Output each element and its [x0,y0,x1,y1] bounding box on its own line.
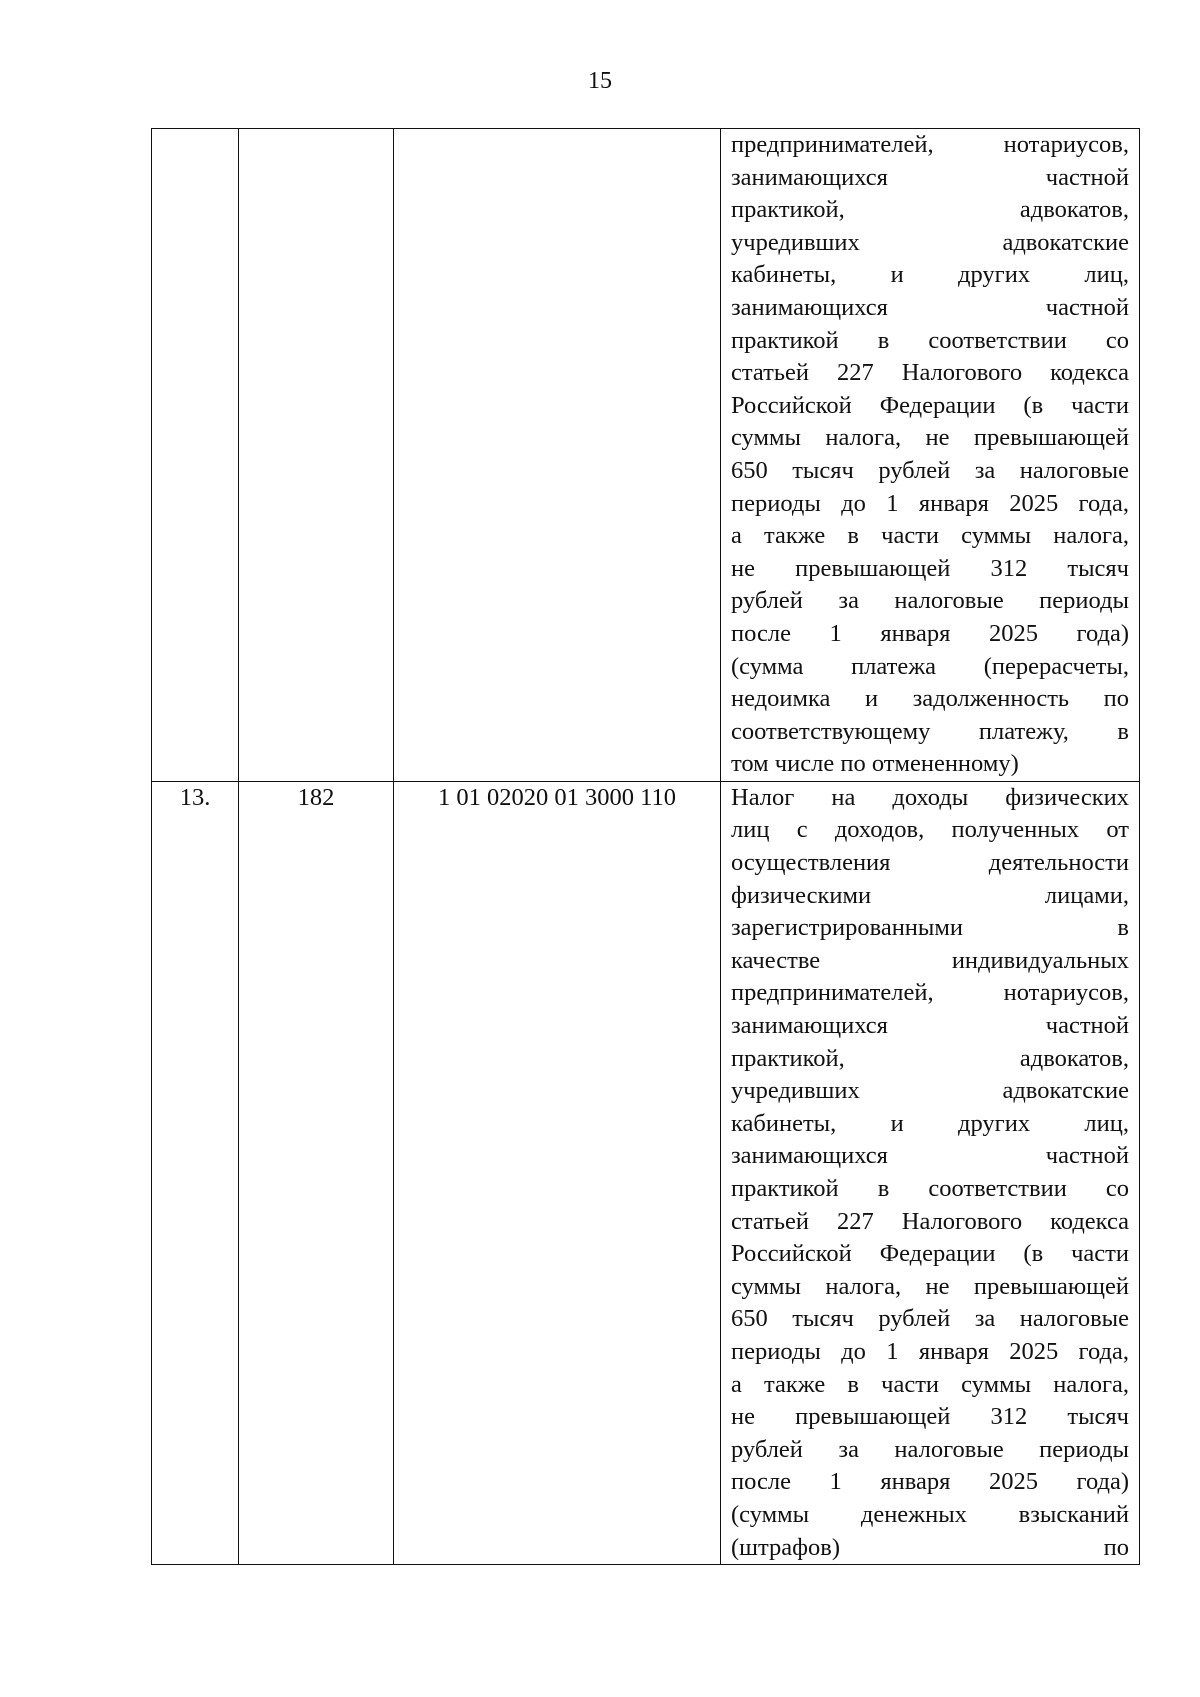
description-line: суммы налога, не превышающей [731,1272,1129,1300]
description-line: рублей за налоговые периоды [731,587,1129,615]
description-line: зарегистрированными в [731,914,1129,942]
description-line: практикой, адвокатов, [731,196,1129,224]
description-line: учредивших адвокатские [731,1077,1129,1105]
description-line: качестве индивидуальных [731,946,1129,974]
description-line: не превышающей 312 тысяч [731,554,1129,582]
description-line: периоды до 1 января 2025 года, [731,1337,1129,1365]
description-line: учредивших адвокатские [731,228,1129,256]
description-line: периоды до 1 января 2025 года, [731,489,1129,517]
description-line: предпринимателей, нотариусов, [731,979,1129,1007]
description-line: практикой в соответствии со [731,326,1129,354]
description-line: (штрафов) по [731,1533,1129,1561]
description-line: занимающихся частной [731,1012,1129,1040]
budget-code-cell: 1 01 02020 01 3000 110 [394,781,721,1564]
budget-code-cell [394,129,721,782]
description-line: (суммы денежных взысканий [731,1500,1129,1528]
description-line: статьей 227 Налогового кодекса [731,359,1129,387]
budget-classification-table [151,128,1140,1565]
description-line: физическими лицами, [731,881,1129,909]
description-line: практикой в соответствии со [731,1175,1129,1202]
description-line: Российской Федерации (в части [731,1240,1129,1268]
description-line: кабинеты, и других лиц, [731,261,1129,289]
description-line: занимающихся частной [731,1142,1129,1170]
description-line: предпринимателей, нотариусов, [731,131,1129,158]
description-cell [721,781,1140,1564]
description-line: том числе по отмененному) [731,750,1019,778]
description-line: Российской Федерации (в части [731,391,1129,419]
description-line: а также в части суммы налога, [731,522,1129,550]
description-line: суммы налога, не превышающей [731,424,1129,452]
administrator-code-cell [239,129,394,782]
description-line: занимающихся частной [731,293,1129,321]
description-line: после 1 января 2025 года) [731,1468,1129,1496]
description-line: (сумма платежа (перерасчеты, [731,652,1129,680]
description-line: кабинеты, и других лиц, [731,1109,1129,1137]
description-line: практикой, адвокатов, [731,1044,1129,1072]
description-line: статьей 227 Налогового кодекса [731,1207,1129,1235]
row-number-cell: 13. [152,781,239,1564]
description-line: лиц с доходов, полученных от [731,816,1129,844]
description-line: а также в части суммы налога, [731,1370,1129,1398]
description-line: соответствующему платежу, в [731,717,1129,745]
page-number: 15 [588,68,612,94]
description-line: 650 тысяч рублей за налоговые [731,1305,1129,1333]
administrator-code-cell: 182 [239,781,394,1564]
description-line: недоимка и задолженность по [731,685,1129,713]
table-row [152,129,1140,782]
description-line: осуществления деятельности [731,849,1129,877]
description-line: занимающихся частной [731,163,1129,191]
description-line: после 1 января 2025 года) [731,619,1129,647]
row-number-cell [152,129,239,782]
description-line: 650 тысяч рублей за налоговые [731,456,1129,484]
description-line: рублей за налоговые периоды [731,1435,1129,1463]
description-cell [721,129,1140,782]
description-line: не превышающей 312 тысяч [731,1403,1129,1431]
table-row [152,781,1140,1564]
description-line: Налог на доходы физических [731,783,1129,811]
